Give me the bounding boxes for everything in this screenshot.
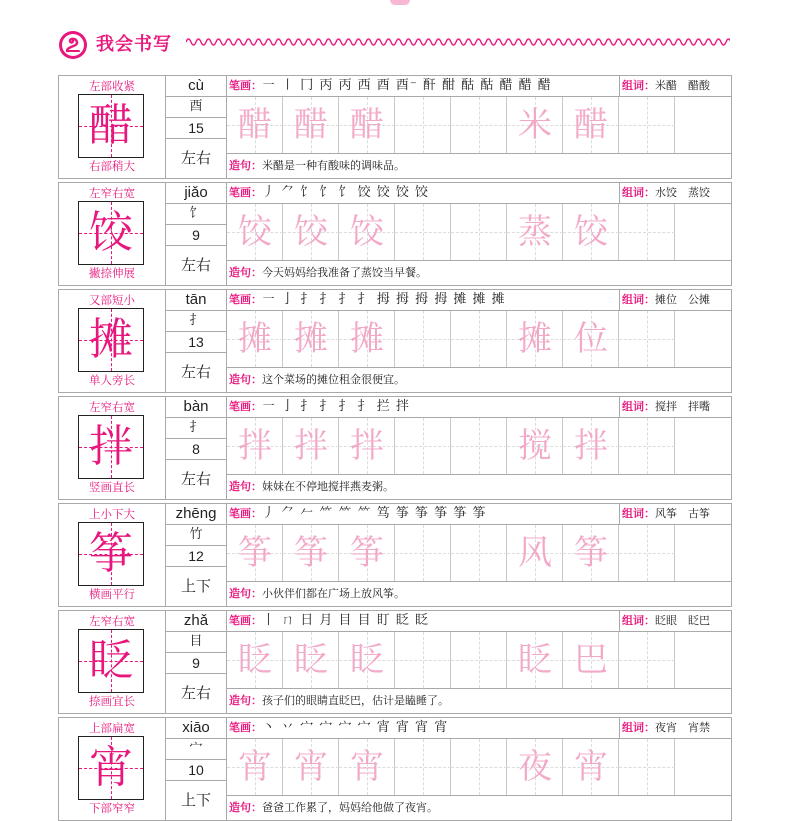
section-title: 我会书写 bbox=[96, 34, 172, 55]
writing-tip-bottom: 单人旁长 bbox=[89, 373, 135, 387]
writing-tip-bottom: 捺画宜长 bbox=[89, 694, 135, 708]
words-label: 组词： bbox=[622, 186, 655, 199]
practice-cell[interactable] bbox=[283, 632, 339, 688]
practice-cell[interactable] bbox=[507, 418, 563, 474]
character-panel bbox=[59, 183, 166, 285]
trace-char: 搅 bbox=[518, 426, 552, 466]
stroke-count: 9 bbox=[166, 225, 226, 246]
practice-cell[interactable] bbox=[339, 525, 395, 581]
practice-cell[interactable] bbox=[563, 311, 619, 367]
word-examples bbox=[620, 718, 731, 739]
trace-char: 位 bbox=[574, 319, 608, 359]
stroke-order bbox=[227, 718, 620, 739]
character-row bbox=[58, 503, 732, 607]
sentence-text: 孩子们的眼睛直眨巴，估计是瞌睡了。 bbox=[262, 694, 449, 707]
word-list: 搅拌 拌嘴 bbox=[655, 400, 710, 413]
practice-cell[interactable] bbox=[619, 97, 675, 153]
stroke-order bbox=[227, 290, 620, 311]
trace-char bbox=[451, 97, 507, 153]
writing-tip-top: 上小下大 bbox=[89, 507, 135, 521]
trace-char bbox=[451, 525, 507, 581]
practice-cell[interactable] bbox=[227, 97, 283, 153]
trace-char: 眨 bbox=[294, 640, 328, 680]
trace-char bbox=[395, 97, 451, 153]
practice-cell[interactable] bbox=[227, 632, 283, 688]
structure: 上下 bbox=[180, 791, 211, 809]
trace-char bbox=[395, 204, 451, 260]
example-sentence bbox=[227, 582, 731, 606]
character-info bbox=[166, 718, 227, 820]
tian-grid-box bbox=[78, 415, 144, 479]
practice-cell[interactable] bbox=[619, 418, 675, 474]
trace-char bbox=[619, 525, 675, 581]
trace-char bbox=[619, 418, 675, 474]
word-examples bbox=[620, 397, 731, 418]
trace-char: 筝 bbox=[574, 533, 608, 573]
trace-char: 夜 bbox=[518, 747, 552, 787]
words-label: 组词： bbox=[622, 400, 655, 413]
words-label: 组词： bbox=[622, 614, 655, 627]
word-examples bbox=[620, 183, 731, 204]
main-character: 宵 bbox=[89, 742, 133, 793]
structure: 左右 bbox=[180, 256, 211, 274]
tian-grid-box bbox=[78, 522, 144, 586]
example-sentence bbox=[227, 368, 731, 392]
practice-cell[interactable] bbox=[339, 97, 395, 153]
practice-grid bbox=[227, 739, 731, 796]
radical: 宀 bbox=[166, 739, 226, 760]
practice-cell[interactable] bbox=[563, 97, 619, 153]
practice-cell[interactable] bbox=[395, 632, 451, 688]
character-row bbox=[58, 75, 732, 179]
pinyin: tān bbox=[166, 290, 226, 311]
strokes-label: 笔画： bbox=[229, 186, 262, 199]
stroke-count: 9 bbox=[166, 653, 226, 674]
writing-tip-top: 左窄右宽 bbox=[89, 614, 135, 628]
trace-char bbox=[451, 632, 507, 688]
trace-char: 拌 bbox=[294, 426, 328, 466]
practice-cell[interactable] bbox=[507, 525, 563, 581]
practice-cell[interactable] bbox=[451, 739, 507, 795]
trace-char: 风 bbox=[518, 533, 552, 573]
main-character: 筝 bbox=[89, 528, 133, 579]
practice-cell[interactable] bbox=[339, 632, 395, 688]
practice-cell[interactable] bbox=[395, 525, 451, 581]
practice-cell[interactable] bbox=[563, 632, 619, 688]
practice-cell[interactable] bbox=[619, 311, 675, 367]
sentence-label: 造句： bbox=[229, 373, 262, 386]
writing-tip-bottom: 右部稍大 bbox=[89, 159, 135, 173]
trace-char bbox=[395, 632, 451, 688]
practice-cell[interactable] bbox=[507, 632, 563, 688]
trace-char: 摊 bbox=[294, 319, 328, 359]
practice-cell[interactable] bbox=[339, 418, 395, 474]
writing-tip-top: 左部收紧 bbox=[89, 79, 135, 93]
character-row bbox=[58, 182, 732, 286]
practice-cell[interactable] bbox=[507, 97, 563, 153]
writing-tip-bottom: 横画平行 bbox=[89, 587, 135, 601]
practice-cell[interactable] bbox=[283, 739, 339, 795]
trace-char: 饺 bbox=[238, 212, 272, 252]
practice-grid bbox=[227, 632, 731, 689]
sentence-label: 造句： bbox=[229, 480, 262, 493]
main-character: 摊 bbox=[89, 314, 133, 365]
practice-cell[interactable] bbox=[563, 418, 619, 474]
pinyin: xiāo bbox=[166, 718, 226, 739]
writing-tip-bottom: 竖画直长 bbox=[89, 480, 135, 494]
structure: 左右 bbox=[180, 149, 211, 167]
character-panel bbox=[59, 611, 166, 713]
trace-char bbox=[619, 311, 675, 367]
practice-cell[interactable] bbox=[227, 204, 283, 260]
stroke-order bbox=[227, 504, 620, 525]
practice-cell[interactable] bbox=[507, 739, 563, 795]
tian-grid-box bbox=[78, 94, 144, 158]
trace-char: 醋 bbox=[238, 105, 272, 145]
word-list: 风筝 古筝 bbox=[655, 507, 710, 520]
writing-tip-top: 左窄右宽 bbox=[89, 400, 135, 414]
practice-cell[interactable] bbox=[227, 311, 283, 367]
practice-cell[interactable] bbox=[395, 739, 451, 795]
sentence-label: 造句： bbox=[229, 587, 262, 600]
pinyin: bàn bbox=[166, 397, 226, 418]
practice-cell[interactable] bbox=[451, 311, 507, 367]
structure: 左右 bbox=[180, 363, 211, 381]
word-list: 米醋 醋酸 bbox=[655, 79, 710, 92]
character-info bbox=[166, 290, 227, 392]
word-examples bbox=[620, 290, 731, 311]
word-list: 摊位 公摊 bbox=[655, 293, 710, 306]
trace-char: 摊 bbox=[238, 319, 272, 359]
strokes-label: 笔画： bbox=[229, 293, 262, 306]
trace-char: 宵 bbox=[574, 747, 608, 787]
word-list: 水饺 蒸饺 bbox=[655, 186, 710, 199]
writing-tip-top: 又部短小 bbox=[89, 293, 135, 307]
character-row bbox=[58, 717, 732, 821]
word-examples bbox=[620, 504, 731, 525]
stroke-sequence: 丶 丷 宀 宀 宀 宀 宵 宵 宵 宵 bbox=[262, 720, 449, 735]
wavy-divider bbox=[186, 34, 730, 50]
practice-cell[interactable] bbox=[283, 204, 339, 260]
character-row bbox=[58, 610, 732, 714]
stroke-sequence: 丿 ⺈ 𠂉 ⺮ ⺮ ⺮ 笃 筝 筝 筝 筝 筝 bbox=[262, 506, 487, 521]
stroke-order bbox=[227, 183, 620, 204]
writing-tip-bottom: 下部窄窄 bbox=[89, 801, 135, 815]
main-character: 饺 bbox=[89, 207, 133, 258]
sentence-text: 爸爸工作累了，妈妈给他做了夜宵。 bbox=[262, 801, 438, 814]
trace-char: 醋 bbox=[294, 105, 328, 145]
character-panel bbox=[59, 76, 166, 178]
stroke-sequence: 丿 ⺈ 饣 饣 饣 饺 饺 饺 饺 bbox=[262, 185, 430, 200]
radical: 扌 bbox=[166, 311, 226, 332]
section-header bbox=[0, 0, 800, 70]
stroke-count: 13 bbox=[166, 332, 226, 353]
trace-char bbox=[451, 204, 507, 260]
practice-grid bbox=[227, 97, 731, 154]
pinyin: zhēng bbox=[166, 504, 226, 525]
trace-char: 巴 bbox=[574, 640, 608, 680]
trace-char: 摊 bbox=[518, 319, 552, 359]
stroke-sequence: ㇐ ㇑ 冂 丙 丙 西 酉 酉⁻ 酐 酣 酤 酤 醋 醋 醋 bbox=[262, 78, 552, 93]
practice-cell[interactable] bbox=[227, 525, 283, 581]
practice-cell[interactable] bbox=[563, 204, 619, 260]
radical: 饣 bbox=[166, 204, 226, 225]
strokes-label: 笔画： bbox=[229, 400, 262, 413]
radical: 目 bbox=[166, 632, 226, 653]
practice-cell[interactable] bbox=[227, 418, 283, 474]
writing-tip-bottom: 撇捺伸展 bbox=[89, 266, 135, 280]
trace-char: 眨 bbox=[518, 640, 552, 680]
practice-cell[interactable] bbox=[619, 204, 675, 260]
trace-char: 拌 bbox=[350, 426, 384, 466]
practice-cell[interactable] bbox=[451, 632, 507, 688]
sentence-text: 今天妈妈给我准备了蒸饺当早餐。 bbox=[262, 266, 427, 279]
pinyin: cù bbox=[166, 76, 226, 97]
trace-char bbox=[451, 418, 507, 474]
sentence-text: 妹妹在不停地搅拌燕麦粥。 bbox=[262, 480, 394, 493]
tian-grid-box bbox=[78, 308, 144, 372]
word-examples bbox=[620, 611, 731, 632]
practice-grid bbox=[227, 204, 731, 261]
trace-char: 摊 bbox=[350, 319, 384, 359]
stroke-count: 12 bbox=[166, 546, 226, 567]
structure: 左右 bbox=[180, 684, 211, 702]
trace-char bbox=[451, 311, 507, 367]
practice-cell[interactable] bbox=[507, 204, 563, 260]
pinyin: zhǎ bbox=[166, 611, 226, 632]
practice-cell[interactable] bbox=[339, 204, 395, 260]
trace-char bbox=[451, 739, 507, 795]
trace-char: 筝 bbox=[294, 533, 328, 573]
practice-cell[interactable] bbox=[563, 739, 619, 795]
practice-cell[interactable] bbox=[395, 97, 451, 153]
practice-area bbox=[227, 504, 731, 606]
practice-cell[interactable] bbox=[619, 632, 675, 688]
practice-cell[interactable] bbox=[283, 97, 339, 153]
character-panel bbox=[59, 290, 166, 392]
practice-cell[interactable] bbox=[451, 418, 507, 474]
character-row bbox=[58, 289, 732, 393]
practice-cell[interactable] bbox=[451, 97, 507, 153]
practice-grid bbox=[227, 418, 731, 475]
main-character: 醋 bbox=[89, 100, 133, 151]
character-info bbox=[166, 611, 227, 713]
character-info bbox=[166, 76, 227, 178]
strokes-label: 笔画： bbox=[229, 79, 262, 92]
word-list: 夜宵 宵禁 bbox=[655, 721, 710, 734]
trace-char: 宵 bbox=[350, 747, 384, 787]
trace-char bbox=[619, 632, 675, 688]
pinyin: jiǎo bbox=[166, 183, 226, 204]
words-label: 组词： bbox=[622, 721, 655, 734]
word-list: 眨眼 眨巴 bbox=[655, 614, 710, 627]
tian-grid-box bbox=[78, 629, 144, 693]
swan-logo-icon bbox=[58, 30, 88, 60]
practice-cell[interactable] bbox=[283, 525, 339, 581]
trace-char: 眨 bbox=[350, 640, 384, 680]
words-label: 组词： bbox=[622, 293, 655, 306]
stroke-count: 8 bbox=[166, 439, 226, 460]
sentence-text: 米醋是一种有酸味的调味品。 bbox=[262, 159, 405, 172]
practice-grid bbox=[227, 525, 731, 582]
words-label: 组词： bbox=[622, 79, 655, 92]
trace-char bbox=[395, 311, 451, 367]
example-sentence bbox=[227, 261, 731, 285]
practice-cell[interactable] bbox=[339, 739, 395, 795]
stroke-sequence: 丨 ㄇ 日 月 目 目 盯 眨 眨 bbox=[262, 613, 430, 628]
practice-cell[interactable] bbox=[619, 525, 675, 581]
practice-cell[interactable] bbox=[283, 311, 339, 367]
structure: 左右 bbox=[180, 470, 211, 488]
trace-char: 宵 bbox=[294, 747, 328, 787]
main-character: 拌 bbox=[89, 421, 133, 472]
example-sentence bbox=[227, 689, 731, 713]
trace-char: 饺 bbox=[350, 212, 384, 252]
trace-char: 蒸 bbox=[518, 212, 552, 252]
character-info bbox=[166, 397, 227, 499]
trace-char: 宵 bbox=[238, 747, 272, 787]
character-panel bbox=[59, 397, 166, 499]
radical: 酉 bbox=[166, 97, 226, 118]
trace-char: 米 bbox=[518, 105, 552, 145]
trace-char bbox=[395, 739, 451, 795]
practice-grid bbox=[227, 311, 731, 368]
trace-char bbox=[395, 418, 451, 474]
stroke-order bbox=[227, 611, 620, 632]
practice-cell[interactable] bbox=[395, 311, 451, 367]
trace-char: 拌 bbox=[238, 426, 272, 466]
practice-cell[interactable] bbox=[339, 311, 395, 367]
stroke-order bbox=[227, 76, 620, 97]
practice-cell[interactable] bbox=[563, 525, 619, 581]
practice-area bbox=[227, 718, 731, 820]
top-tab-decoration bbox=[390, 0, 410, 5]
practice-cell[interactable] bbox=[395, 204, 451, 260]
stroke-order bbox=[227, 397, 620, 418]
word-examples bbox=[620, 76, 731, 97]
writing-tip-top: 左窄右宽 bbox=[89, 186, 135, 200]
sentence-text: 这个菜场的摊位租金很便宜。 bbox=[262, 373, 405, 386]
trace-char: 筝 bbox=[350, 533, 384, 573]
trace-char bbox=[619, 204, 675, 260]
stroke-count: 10 bbox=[166, 760, 226, 781]
strokes-label: 笔画： bbox=[229, 507, 262, 520]
tian-grid-box bbox=[78, 201, 144, 265]
trace-char: 饺 bbox=[294, 212, 328, 252]
strokes-label: 笔画： bbox=[229, 721, 262, 734]
trace-char: 饺 bbox=[574, 212, 608, 252]
stroke-count: 15 bbox=[166, 118, 226, 139]
trace-char bbox=[619, 739, 675, 795]
example-sentence bbox=[227, 475, 731, 499]
writing-tip-top: 上部扁宽 bbox=[89, 721, 135, 735]
trace-char: 醋 bbox=[574, 105, 608, 145]
main-character: 眨 bbox=[89, 635, 133, 686]
practice-area bbox=[227, 183, 731, 285]
strokes-label: 笔画： bbox=[229, 614, 262, 627]
trace-char: 醋 bbox=[350, 105, 384, 145]
practice-cell[interactable] bbox=[395, 418, 451, 474]
example-sentence bbox=[227, 154, 731, 178]
practice-area bbox=[227, 611, 731, 713]
practice-area bbox=[227, 290, 731, 392]
practice-cell[interactable] bbox=[451, 525, 507, 581]
trace-char: 拌 bbox=[574, 426, 608, 466]
character-info bbox=[166, 504, 227, 606]
sentence-label: 造句： bbox=[229, 159, 262, 172]
practice-area bbox=[227, 76, 731, 178]
words-label: 组词： bbox=[622, 507, 655, 520]
radical: 竹 bbox=[166, 525, 226, 546]
trace-char: 眨 bbox=[238, 640, 272, 680]
practice-cell[interactable] bbox=[451, 204, 507, 260]
trace-char: 筝 bbox=[238, 533, 272, 573]
character-panel bbox=[59, 718, 166, 820]
practice-cell[interactable] bbox=[227, 739, 283, 795]
sentence-label: 造句： bbox=[229, 801, 262, 814]
practice-cell[interactable] bbox=[507, 311, 563, 367]
practice-cell[interactable] bbox=[619, 739, 675, 795]
sentence-label: 造句： bbox=[229, 694, 262, 707]
practice-cell[interactable] bbox=[283, 418, 339, 474]
sentence-text: 小伙伴们都在广场上放风筝。 bbox=[262, 587, 405, 600]
radical: 扌 bbox=[166, 418, 226, 439]
stroke-sequence: ㇐ 亅 扌 扌 扌 扌 拇 拇 拇 拇 摊 摊 摊 bbox=[262, 292, 506, 307]
character-panel bbox=[59, 504, 166, 606]
stroke-sequence: ㇐ 亅 扌 扌 扌 扌 拦 拌 bbox=[262, 399, 410, 414]
tian-grid-box bbox=[78, 736, 144, 800]
practice-area bbox=[227, 397, 731, 499]
trace-char bbox=[619, 97, 675, 153]
structure: 上下 bbox=[180, 577, 211, 595]
trace-char bbox=[395, 525, 451, 581]
character-info bbox=[166, 183, 227, 285]
sentence-label: 造句： bbox=[229, 266, 262, 279]
character-row bbox=[58, 396, 732, 500]
